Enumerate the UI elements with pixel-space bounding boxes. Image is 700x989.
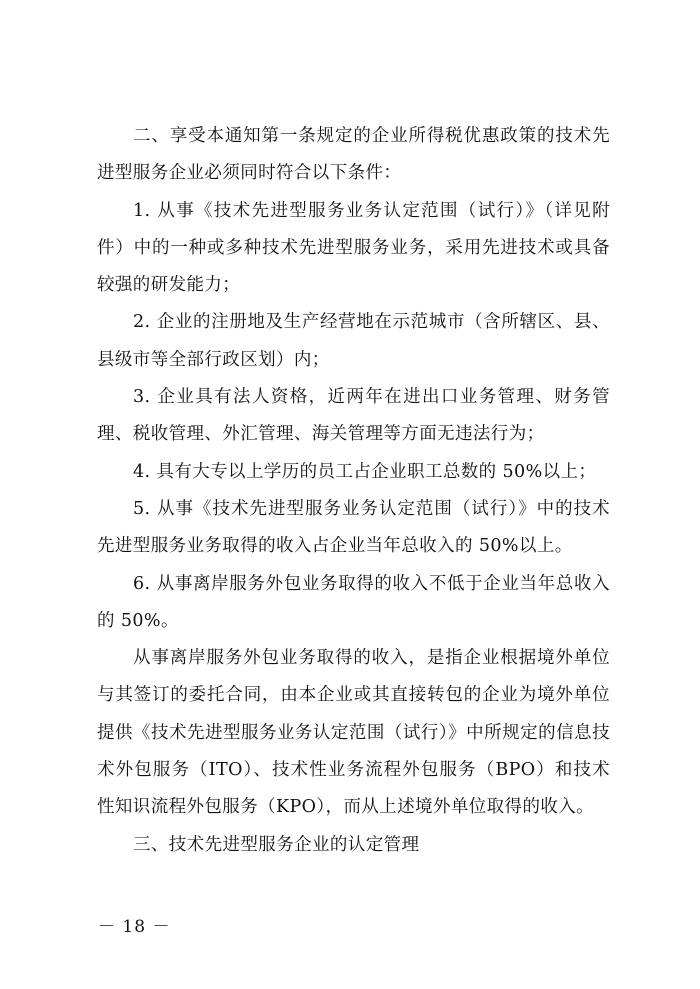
paragraph-condition-5: 5. 从事《技术先进型服务业务认定范围（试行）》中的技术先进型服务业务取得的收入占企业当年总收入的 50%以上。 [97,498,610,557]
page-number: － 18 － [98,917,171,937]
paragraph-section-2-heading: 二、享受本通知第一条规定的企业所得税优惠政策的技术先进型服务企业必须同时符合以下条件： [97,126,610,184]
paragraph-condition-3: 3. 企业具有法人资格，近两年在进出口业务管理、财务管理、税收管理、外汇管理、海关管理等方面无违法行为； [97,387,610,445]
paragraph-condition-1: 1. 从事《技术先进型服务业务认定范围（试行）》（详见附件）中的一种或多种技术先进型服务业务，采用先进技术或具备较强的研发能力； [97,200,610,296]
paragraph-condition-4: 4. 具有大专以上学历的员工占企业职工总数的 50%以上； [133,461,597,482]
paragraph-condition-2: 2. 企业的注册地及生产经营地在示范城市（含所辖区、县、县级市等全部行政区划）内； [97,312,610,370]
document-body [97,118,610,864]
paragraph-offshore-income-definition: 从事离岸服务外包业务取得的收入，是指企业根据境外单位与其签订的委托合同，由本企业或其直接转包的企业为境外单位提供《技术先进型服务业务认定范围（试行）》中所规定的信息技术外包服务（ITO）、技术性业务流程外包服务（BPO）和技术性知识流程外包服务（KPO），而从上述境外单位取得的收入。 [97,648,610,818]
paragraph-section-3-heading: 三、技术先进型服务企业的认定管理 [133,834,420,855]
paragraph-condition-6: 6. 从事离岸服务外包业务取得的收入不低于企业当年总收入的 50%。 [97,573,610,631]
